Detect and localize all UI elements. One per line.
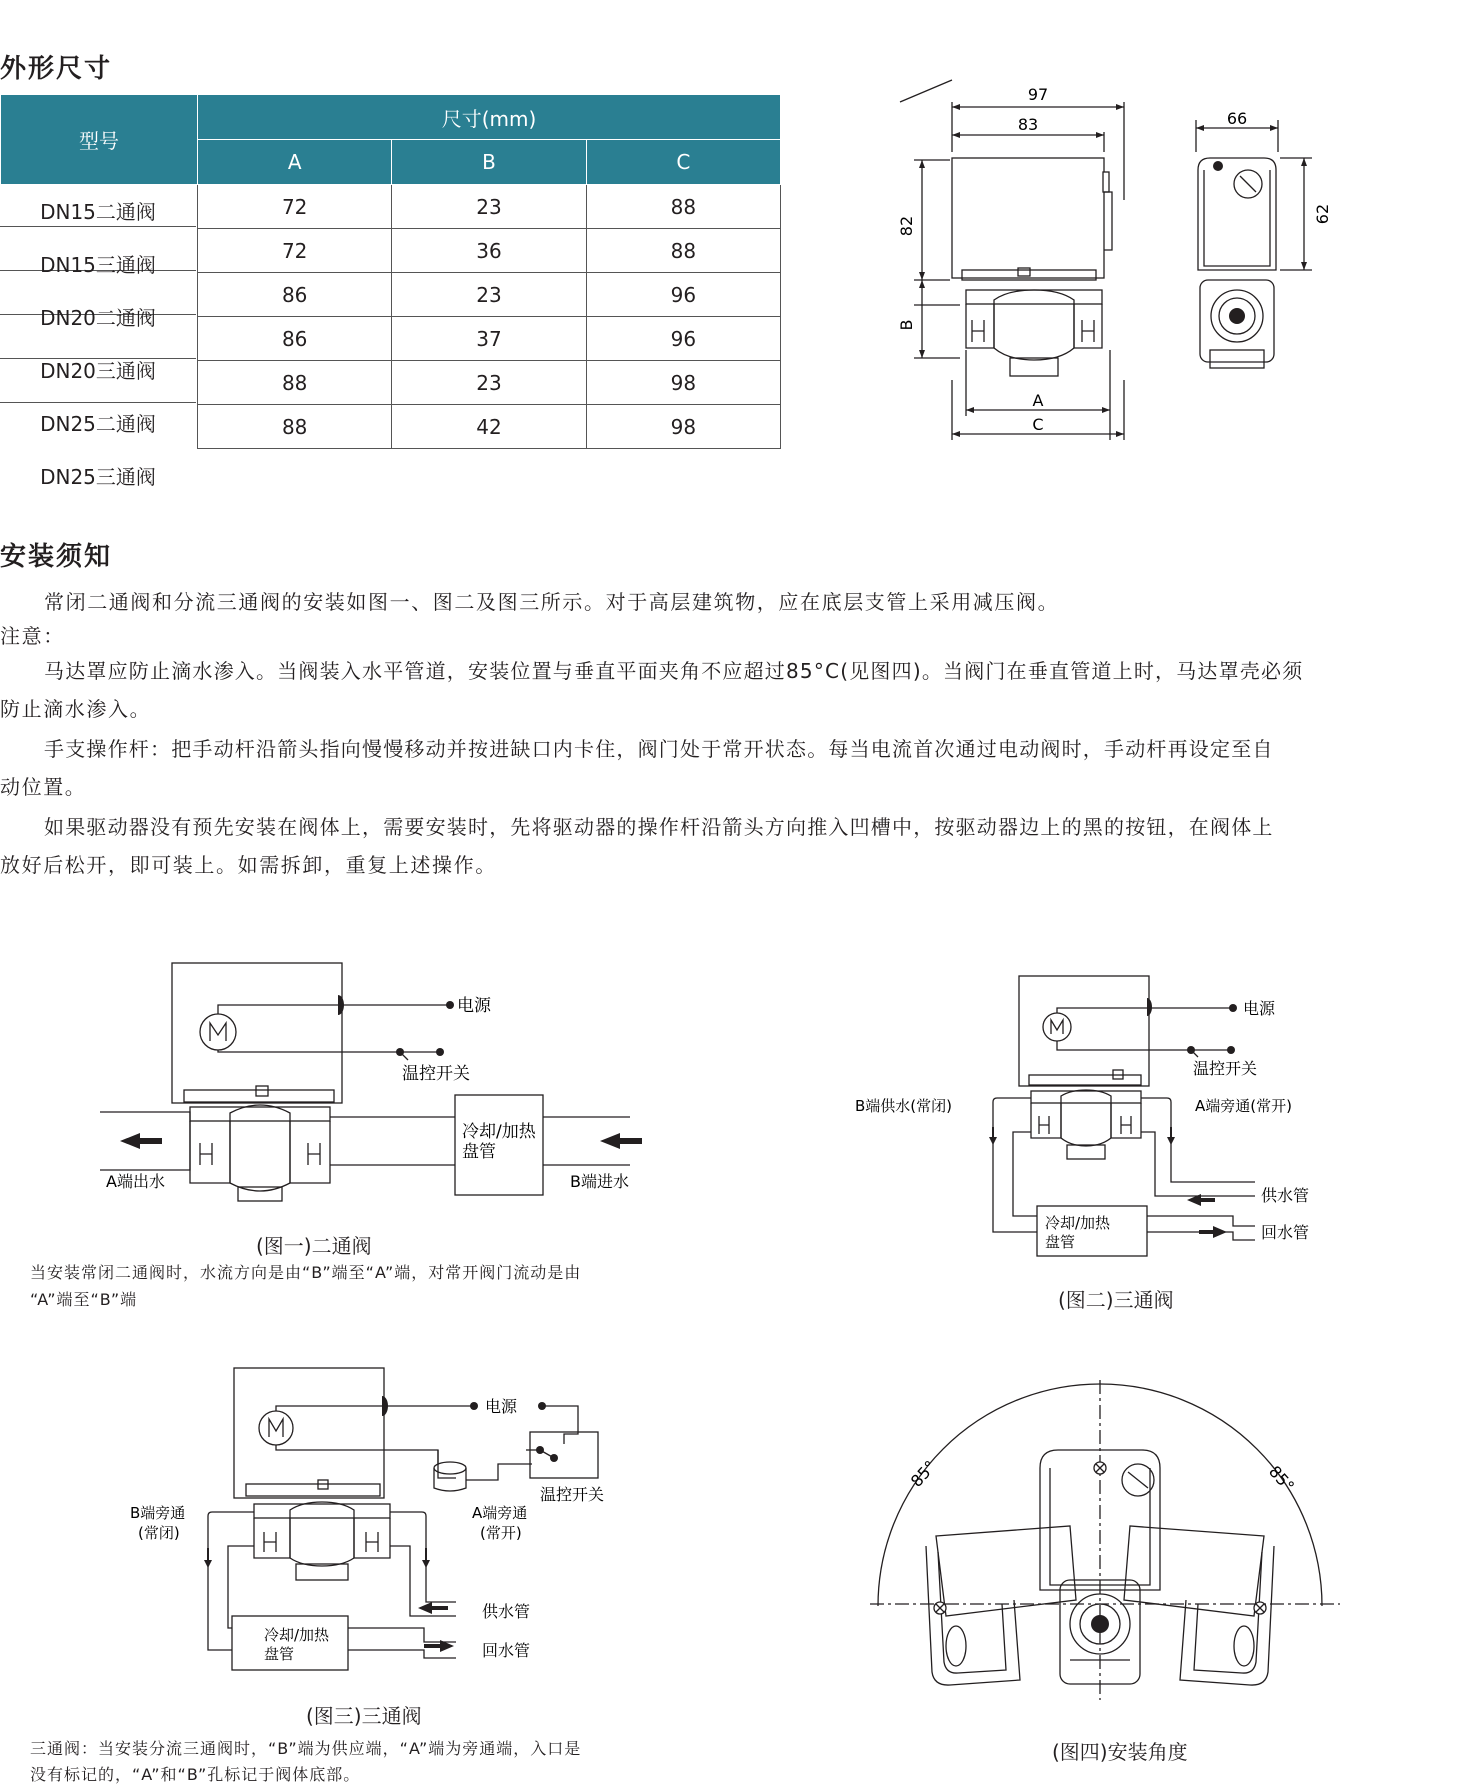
cell: 96 <box>586 273 780 317</box>
fig1-inlet-label: B端进水 <box>570 1172 629 1191</box>
header-a: A <box>198 140 392 185</box>
fig3-a-label-1: A端旁通 <box>472 1504 528 1522</box>
fig1-power-label: 电源 <box>457 996 491 1016</box>
fig3-a-label-2: (常开) <box>480 1524 522 1542</box>
paragraph-1: 常闭二通阀和分流三通阀的安装如图一、图二及图三所示。对于高层建筑物，应在底层支管上采用减压阀。 <box>44 590 1060 614</box>
fig2-return-label: 回水管 <box>1261 1223 1310 1242</box>
fig1-description-2: “A”端至“B”端 <box>30 1290 138 1309</box>
fig3-thermostat-label: 温控开关 <box>540 1485 605 1504</box>
cell: 86 <box>198 317 392 361</box>
model-label: DN25三通阀 <box>40 465 156 489</box>
fig2-supply-label: 供水管 <box>1261 1186 1310 1205</box>
dim-62: 62 <box>1313 203 1332 225</box>
model-label: DN15二通阀 <box>40 200 156 224</box>
header-b: B <box>392 140 586 185</box>
cell: 23 <box>392 361 586 405</box>
paragraph-4b: 放好后松开，即可装上。如需拆卸，重复上述操作。 <box>0 853 497 877</box>
figure-4-diagram <box>860 1380 1350 1700</box>
header-c: C <box>586 140 780 185</box>
cell: 88 <box>586 229 780 273</box>
cell: 98 <box>586 405 780 449</box>
cell: 72 <box>198 229 392 273</box>
model-label: DN20三通阀 <box>40 359 156 383</box>
paragraph-3b: 动位置。 <box>0 775 87 799</box>
fig3-power-label: 电源 <box>485 1397 518 1416</box>
cell: 98 <box>586 361 780 405</box>
fig1-outlet-label: A端出水 <box>106 1172 165 1191</box>
cell: 36 <box>392 229 586 273</box>
header-model: 型号 <box>1 95 198 185</box>
dim-97: 97 <box>1027 85 1049 104</box>
fig4-caption: (图四)安装角度 <box>1052 1740 1188 1764</box>
dim-82: 82 <box>897 215 916 237</box>
figure-2-diagram <box>855 970 1335 1270</box>
model-label: DN25二通阀 <box>40 412 156 436</box>
cell: 37 <box>392 317 586 361</box>
fig3-caption: (图三)三通阀 <box>306 1704 422 1728</box>
model-label: DN20二通阀 <box>40 306 156 330</box>
dim-83: 83 <box>1017 115 1039 134</box>
fig4-angle-right: 85° <box>1265 1461 1299 1496</box>
fig2-power-label: 电源 <box>1243 999 1276 1018</box>
note-label: 注意： <box>0 624 65 648</box>
cell: 72 <box>198 185 392 229</box>
paragraph-2a: 马达罩应防止滴水渗入。当阀装入水平管道，安装位置与垂直平面夹角不应超过85°C(见图四)。当阀门在垂直管道上时，马达罩壳必须 <box>44 659 1304 683</box>
dimension-drawing <box>897 80 1360 460</box>
fig3-description-1: 三通阀：当安装分流三通阀时，“B”端为供应端，“A”端为旁通端，入口是 <box>30 1739 582 1758</box>
fig1-description-1: 当安装常闭二通阀时，水流方向是由“B”端至“A”端，对常开阀门流动是由 <box>30 1263 582 1282</box>
cell: 88 <box>198 361 392 405</box>
section-title-dimensions: 外形尺寸 <box>0 54 113 84</box>
fig1-coil-label-2: 盘管 <box>462 1142 496 1162</box>
cell: 23 <box>392 185 586 229</box>
figure-3-diagram <box>120 1360 640 1700</box>
fig3-description-2: 没有标记的，“A”和“B”孔标记于阀体底部。 <box>30 1765 361 1784</box>
fig2-coil-label-1: 冷却/加热 <box>1045 1214 1111 1232</box>
cell: 96 <box>586 317 780 361</box>
fig3-return-label: 回水管 <box>482 1641 531 1660</box>
fig2-a-side-label: A端旁通(常开) <box>1195 1097 1292 1115</box>
fig1-thermostat-label: 温控开关 <box>402 1064 470 1084</box>
dim-a: A <box>1032 391 1044 410</box>
fig2-coil-label-2: 盘管 <box>1045 1233 1076 1251</box>
dim-b: B <box>897 319 916 331</box>
fig2-b-side-label: B端供水(常闭) <box>855 1097 952 1115</box>
cell: 42 <box>392 405 586 449</box>
paragraph-4a: 如果驱动器没有预先安装在阀体上，需要安装时，先将驱动器的操作杆沿箭头方向推入凹槽中，按驱动器边上的黑的按钮，在阀体上 <box>44 815 1274 839</box>
fig3-coil-label-1: 冷却/加热 <box>264 1626 330 1644</box>
model-label: DN15三通阀 <box>40 253 156 277</box>
cell: 88 <box>198 405 392 449</box>
fig3-supply-label: 供水管 <box>482 1602 531 1621</box>
cell: 23 <box>392 273 586 317</box>
fig1-coil-label-1: 冷却/加热 <box>462 1122 536 1142</box>
dim-66: 66 <box>1226 109 1248 128</box>
fig2-caption: (图二)三通阀 <box>1058 1288 1174 1312</box>
header-size: 尺寸(mm) <box>198 95 781 140</box>
section-title-installation: 安装须知 <box>0 542 113 572</box>
cell: 88 <box>586 185 780 229</box>
fig2-thermostat-label: 温控开关 <box>1193 1059 1258 1078</box>
paragraph-2b: 防止滴水渗入。 <box>0 697 152 721</box>
fig3-b-label-1: B端旁通 <box>130 1504 186 1522</box>
dim-c: C <box>1032 415 1044 434</box>
paragraph-3a: 手支操作杆：把手动杆沿箭头指向慢慢移动并按进缺口内卡住，阀门处于常开状态。每当电流首次通过电动阀时，手动杆再设定至自 <box>44 737 1274 761</box>
figure-1-diagram <box>100 955 660 1195</box>
fig4-angle-left: 85° <box>906 1456 940 1491</box>
fig3-b-label-2: (常闭) <box>138 1524 180 1542</box>
fig3-coil-label-2: 盘管 <box>264 1645 295 1663</box>
cell: 86 <box>198 273 392 317</box>
fig1-caption: (图一)二通阀 <box>256 1234 372 1258</box>
